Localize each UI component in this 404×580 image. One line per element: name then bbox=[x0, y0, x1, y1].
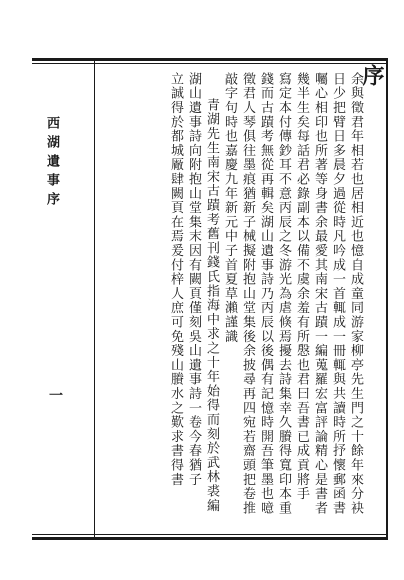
margin-rule bbox=[94, 58, 95, 540]
text-column: 湖山遺事詩向附抱山堂集末因有闕頁僅刻吳山遺事詩一卷今春猶子 bbox=[186, 72, 201, 487]
text-column: 幾半生矣每話君必錄副本以備不虞余羞有所慇也君曰吾書已成貢將手 bbox=[294, 72, 309, 501]
bottom-rule bbox=[32, 537, 388, 540]
text-column: 徵君人琴俱往墨痕猶新子械擬附抱山堂集後余披尋再四宛若齋頭把卷推 bbox=[240, 72, 255, 516]
right-rule bbox=[386, 58, 388, 540]
margin-title: 西湖遺事序 bbox=[44, 116, 59, 211]
text-columns bbox=[166, 72, 364, 520]
text-column: 寫定本付傳鈔耳不意丙辰之冬游光為虐倏焉擾去詩集幸久賸得寬印本重 bbox=[276, 72, 291, 516]
text-column: 囑心相印也所著等身書余最愛其南宋古蹟一編蒐羅宏富評論精心是書者 bbox=[312, 72, 327, 516]
text-column: 立誠得於都城厰肆闕頁在焉爰付梓人庶可免殘山賸水之歎求書得書 bbox=[168, 72, 183, 487]
bottom-rule-thin bbox=[32, 534, 388, 535]
top-rule bbox=[32, 58, 388, 61]
top-rule-thin bbox=[32, 63, 388, 64]
text-column: 余與徵君年相若也居相近也憶自成童同游家柳亭先生門之十餘年來分袂 bbox=[348, 72, 363, 516]
text-column: 錢而古蹟考無從再輯矣湖山遺事詩乃丙辰以後偶有記憶時開吾筆墨也噫 bbox=[258, 72, 273, 516]
text-column: 青湖先生南宋古蹟考舊刊錢氏指海中求之十年始得而刻於武林裘編 bbox=[204, 98, 219, 513]
text-column: 日少把臂日多晨夕過從時凡吟成一首輒成一冊輒與共讀時所抒懷郵函書 bbox=[330, 72, 345, 516]
page-number: 一 bbox=[47, 388, 63, 402]
text-column: 敲字句時也嘉慶九年新元中子首夏草瀨謹識 bbox=[222, 72, 237, 344]
preface-title: 序 bbox=[359, 64, 385, 88]
